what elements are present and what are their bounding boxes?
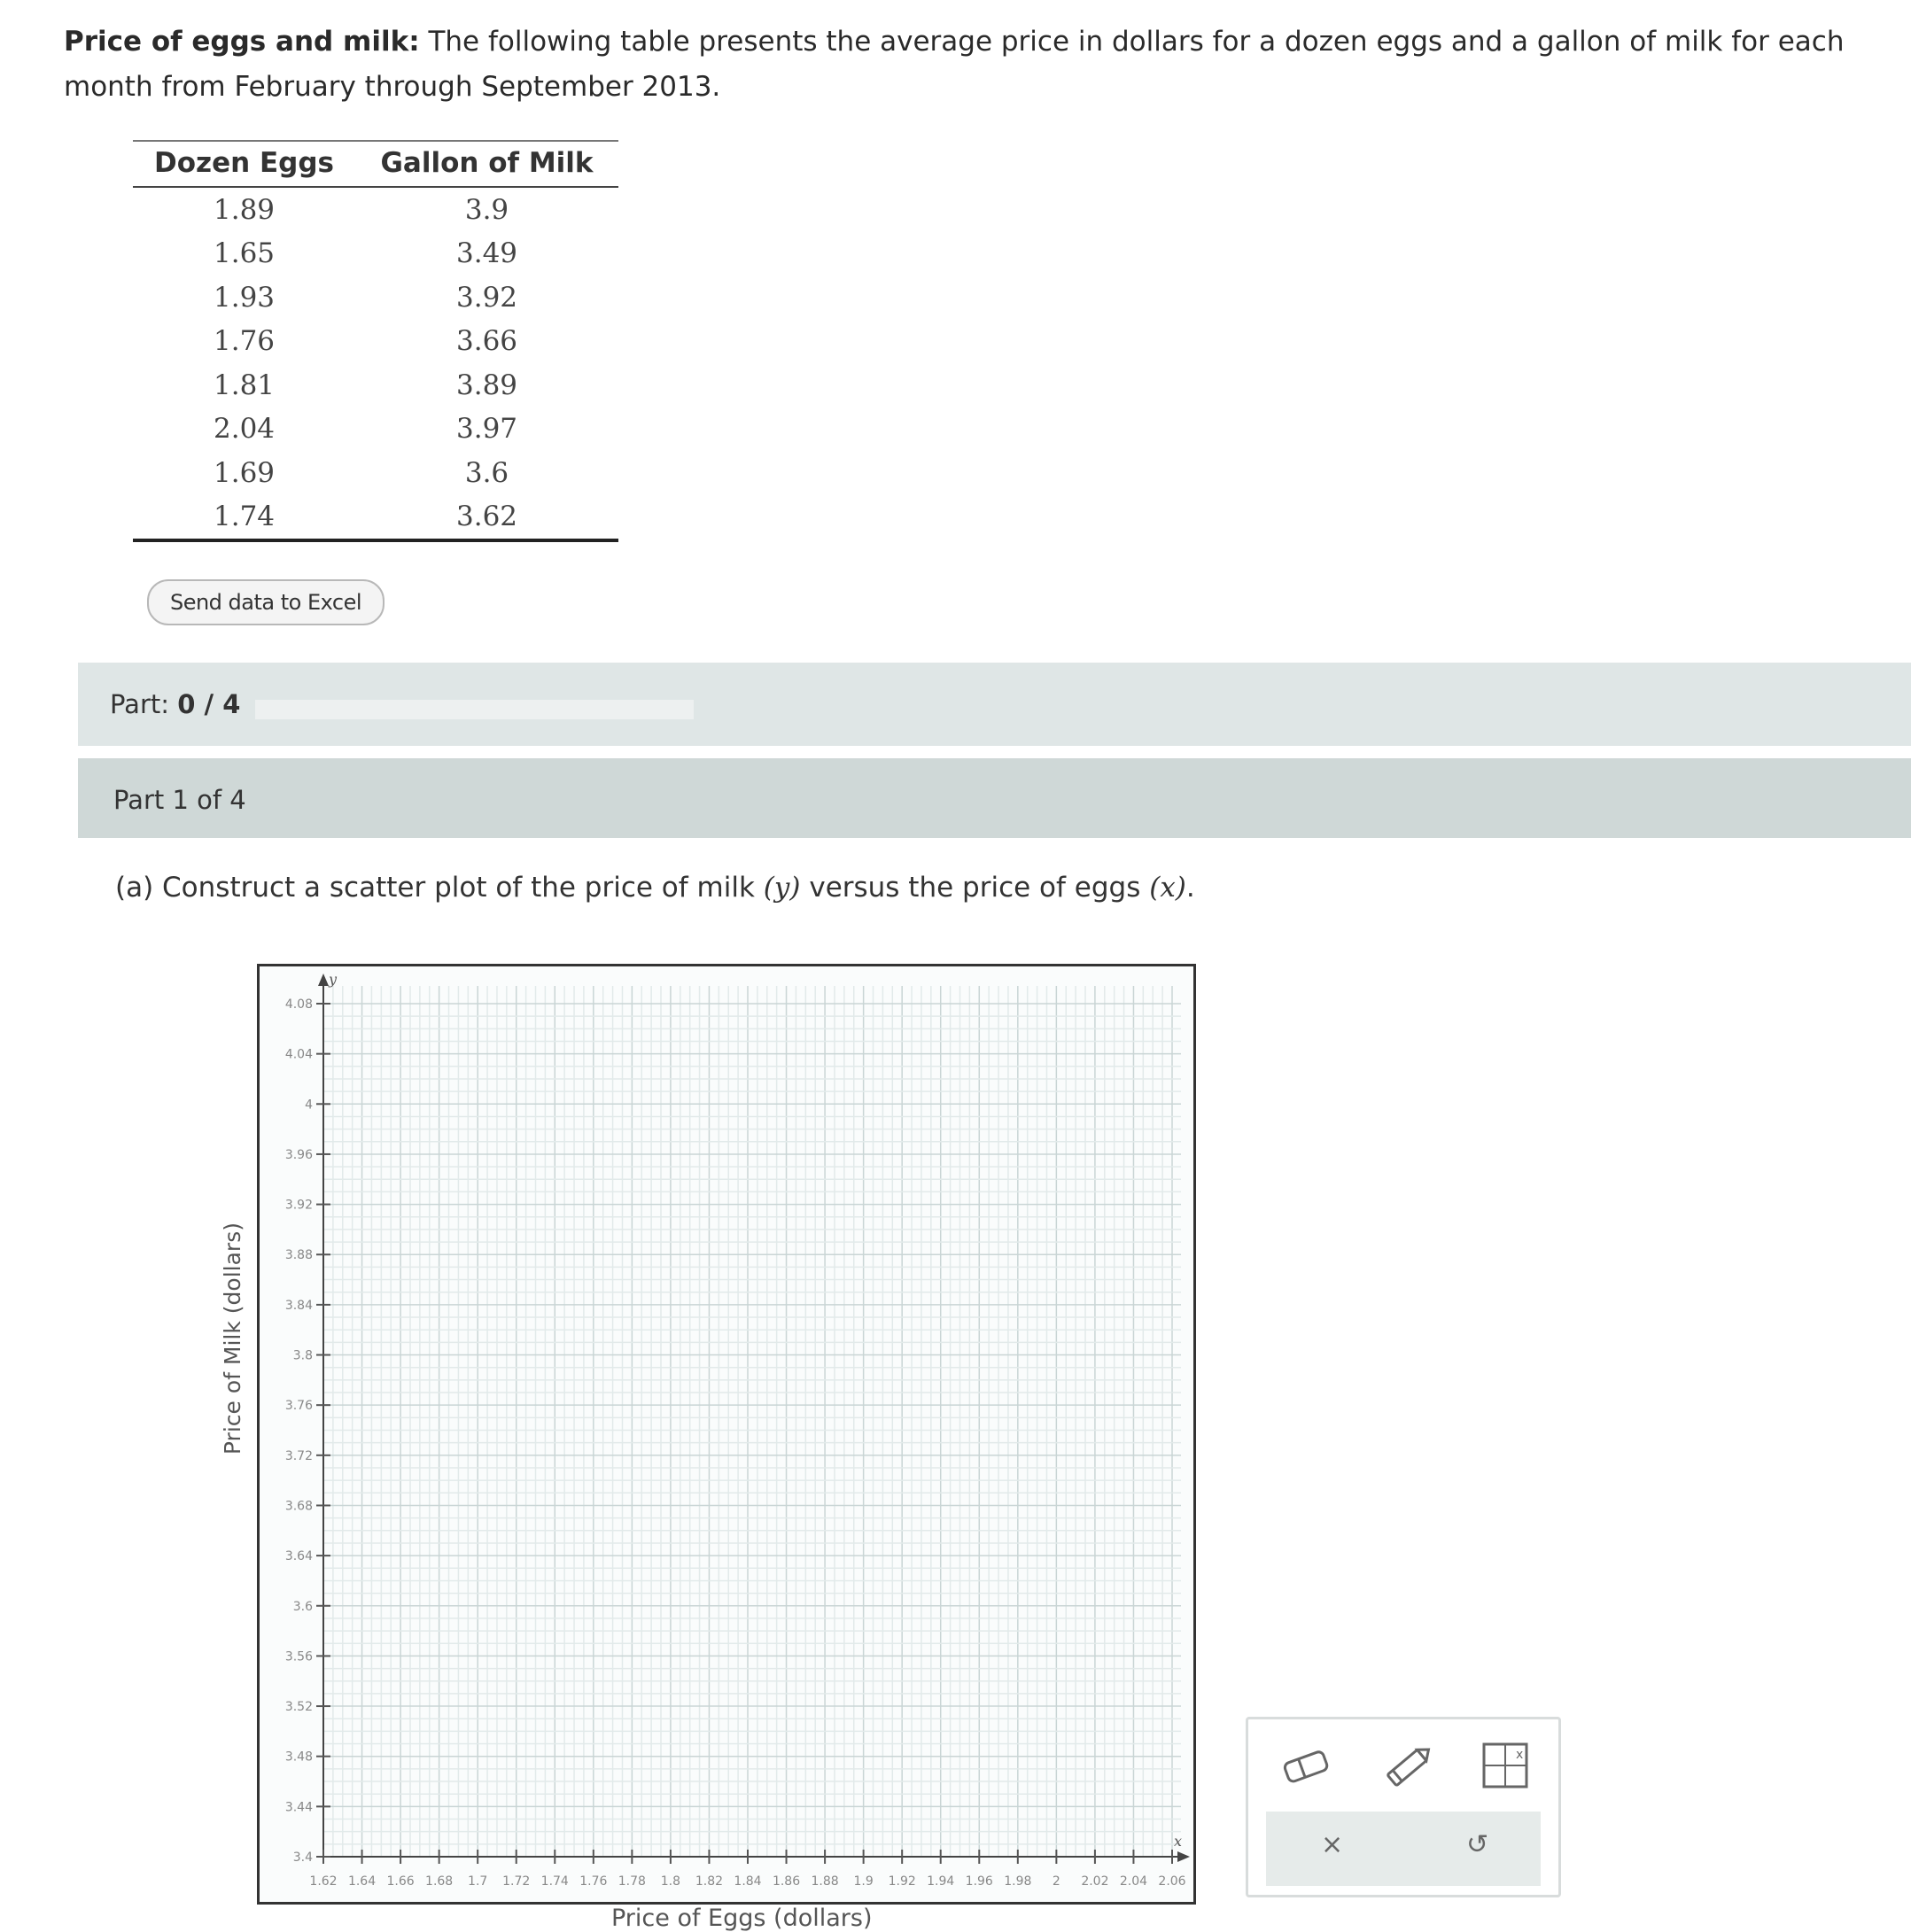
x-tick-label: 1.8 [660, 1874, 681, 1889]
table-row [133, 232, 618, 276]
problem-statement [64, 19, 1889, 110]
milk-cell: 3.97 [456, 413, 518, 446]
x-tick-label: 1.86 [772, 1874, 801, 1889]
pencil-icon[interactable] [1381, 1739, 1438, 1792]
y-tick-label: 3.48 [284, 1750, 313, 1765]
x-tick-label: 1.96 [965, 1874, 993, 1889]
y-tick-label: 3.76 [284, 1399, 313, 1414]
table-row [133, 187, 618, 232]
milk-cell: 3.6 [464, 456, 509, 489]
data-table [133, 140, 618, 542]
x-tick-label: 2.02 [1081, 1874, 1109, 1889]
progress-bar [78, 663, 1911, 746]
column-header-milk: Gallon of Milk [355, 141, 618, 187]
x-tick-label: 2.06 [1158, 1874, 1186, 1889]
y-tick-label: 3.52 [284, 1700, 313, 1715]
y-tick-label: 3.8 [292, 1348, 313, 1363]
question-suffix: . [1185, 872, 1195, 904]
graph-toolbox [1246, 1717, 1561, 1897]
eggs-cell: 2.04 [214, 413, 276, 446]
toolbox-actions-row [1266, 1812, 1541, 1886]
y-tick-label: 3.44 [284, 1800, 313, 1815]
eggs-cell: 1.76 [214, 325, 276, 358]
table-row [133, 320, 618, 364]
eggs-cell: 1.93 [214, 281, 276, 314]
milk-cell: 3.66 [456, 325, 518, 358]
question-prefix: (a) Construct a scatter plot of the price of milk [115, 872, 755, 904]
eggs-cell: 1.89 [214, 193, 276, 226]
x-tick-label: 1.66 [386, 1874, 415, 1889]
y-tick-label: 3.84 [284, 1298, 313, 1313]
x-tick-label: 1.98 [1004, 1874, 1032, 1889]
question-middle: versus the price of eggs [809, 872, 1141, 904]
y-tick-label: 4 [305, 1098, 313, 1113]
y-tick-label: 3.64 [284, 1549, 313, 1564]
x-tick-label: 2 [1052, 1874, 1060, 1889]
y-axis-symbol: y [329, 971, 338, 988]
y-tick-label: 3.92 [284, 1198, 313, 1213]
grid-icon[interactable] [1480, 1741, 1530, 1790]
eggs-cell: 1.65 [214, 237, 276, 270]
y-tick-label: 4.08 [284, 997, 313, 1012]
part-header-label: Part 1 of 4 [113, 785, 246, 815]
column-header-eggs: Dozen Eggs [133, 141, 355, 187]
table-row [133, 451, 618, 495]
table-row [133, 275, 618, 320]
scatter-plot-canvas[interactable] [257, 964, 1196, 1905]
plot-svg[interactable] [260, 966, 1193, 1902]
problem-text: The following table presents the average price in dollars for a dozen eggs and a gallon of milk for each month from February through September 2013. [64, 26, 1845, 103]
table-row [133, 495, 618, 541]
y-tick-label: 4.04 [284, 1047, 313, 1062]
milk-cell: 3.9 [464, 193, 509, 226]
clear-button[interactable]: × [1321, 1829, 1344, 1860]
x-tick-label: 1.84 [734, 1874, 762, 1889]
milk-cell: 3.49 [456, 237, 518, 270]
question-text [115, 872, 1195, 904]
x-axis-arrow [1177, 1851, 1190, 1862]
eraser-icon[interactable] [1278, 1744, 1335, 1788]
table-row [133, 407, 618, 452]
x-axis-title: Price of Eggs (dollars) [611, 1905, 873, 1932]
y-axis-arrow [318, 974, 329, 986]
eggs-cell: 1.81 [214, 369, 276, 401]
eggs-cell: 1.74 [133, 495, 355, 541]
y-tick-label: 3.72 [284, 1448, 313, 1463]
x-tick-label: 1.9 [853, 1874, 874, 1889]
table-header-row [133, 141, 618, 187]
milk-cell: 3.89 [456, 369, 518, 401]
x-tick-label: 1.76 [579, 1874, 608, 1889]
y-tick-label: 3.68 [284, 1499, 313, 1514]
x-tick-label: 1.72 [502, 1874, 531, 1889]
x-tick-label: 1.82 [695, 1874, 724, 1889]
progress-label-text: Part: [110, 689, 170, 719]
x-tick-label: 1.94 [927, 1874, 955, 1889]
y-tick-label: 3.56 [284, 1649, 313, 1664]
x-tick-label: 1.78 [618, 1874, 646, 1889]
send-to-excel-button[interactable]: Send data to Excel [147, 579, 385, 625]
question-y-var: (y) [763, 872, 801, 904]
x-tick-label: 2.04 [1119, 1874, 1148, 1889]
milk-cell: 3.62 [355, 495, 618, 541]
x-tick-label: 1.64 [347, 1874, 377, 1889]
x-tick-label: 1.68 [425, 1874, 454, 1889]
progress-value: 0 / 4 [177, 689, 241, 719]
x-tick-label: 1.7 [468, 1874, 488, 1889]
undo-button[interactable]: ↺ [1466, 1829, 1489, 1860]
question-x-var: (x) [1149, 872, 1186, 904]
y-tick-label: 3.88 [284, 1248, 313, 1263]
x-axis-symbol: x [1174, 1833, 1183, 1850]
eggs-cell: 1.69 [214, 456, 276, 489]
y-axis-title: Price of Milk (dollars) [220, 1222, 245, 1455]
part-header [78, 758, 1911, 838]
progress-track [255, 700, 694, 719]
x-tick-label: 1.92 [888, 1874, 916, 1889]
progress-label [110, 689, 240, 719]
x-tick-label: 1.88 [811, 1874, 839, 1889]
problem-title: Price of eggs and milk: [64, 26, 420, 58]
y-tick-label: 3.96 [284, 1147, 313, 1162]
x-tick-label: 1.62 [309, 1874, 338, 1889]
y-tick-label: 3.6 [292, 1599, 313, 1614]
svg-text:x: x [1516, 1748, 1524, 1762]
y-tick-label: 3.4 [292, 1851, 313, 1865]
table-row [133, 363, 618, 407]
toolbox-tools-row [1248, 1719, 1558, 1808]
milk-cell: 3.92 [456, 281, 518, 314]
x-tick-label: 1.74 [540, 1874, 569, 1889]
